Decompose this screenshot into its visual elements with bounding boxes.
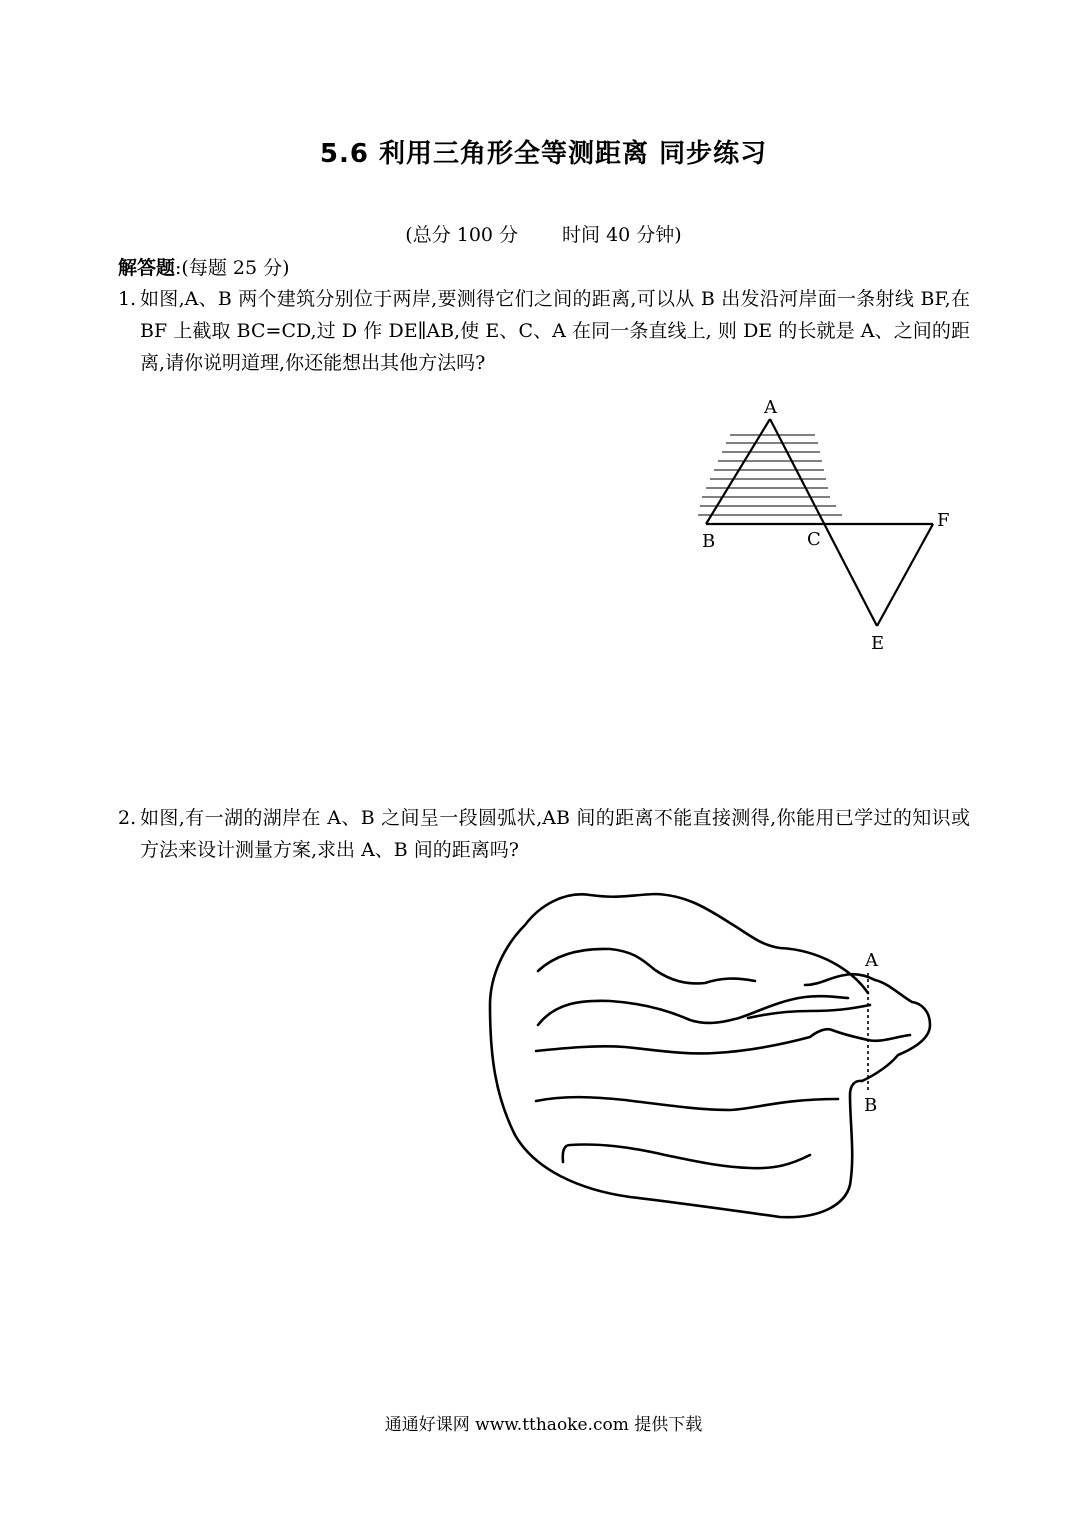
lake-ripple-lines [536, 949, 910, 1168]
figure-lake [480, 885, 950, 1230]
figure-river-triangles [690, 395, 960, 660]
time-limit: 时间 40 分钟) [562, 224, 682, 246]
question-number: 1. [118, 288, 137, 310]
question-text: 如图,A、B 两个建筑分别位于两岸,要测得它们之间的距离,可以从 B 出发沿河岸面一条射线 BF,在 BF 上截取 BC=CD,过 D 作 DE∥AB,使 E、C、A 在同一条直线上, 则 DE 的长就是 A、之间的距离,请你说明道理,你还能想出其他方法吗? [140, 288, 970, 374]
label-b: B [864, 1095, 878, 1116]
footer-credit: 通通好课网 www.tthaoke.com 提供下载 [384, 1415, 703, 1435]
section-note: :(每题 25 分) [175, 257, 290, 279]
exam-info [0, 220, 1087, 247]
lake-outline [490, 894, 930, 1217]
label-c: C [807, 529, 821, 550]
question-number: 2. [118, 807, 137, 829]
page-title: 5.6 利用三角形全等测距离 同步练习 [319, 139, 768, 169]
label-f: F [937, 510, 950, 531]
section-label: 解答题 [118, 257, 176, 279]
section-heading [118, 253, 290, 280]
label-b: B [702, 531, 716, 552]
total-score: (总分 100 分 [405, 224, 519, 246]
label-e: E [871, 633, 885, 654]
question-1 [118, 283, 970, 379]
label-a: A [764, 397, 777, 418]
triangle-lines [706, 419, 933, 626]
question-2 [118, 802, 970, 866]
label-a: A [865, 950, 878, 971]
question-text: 如图,有一湖的湖岸在 A、B 之间呈一段圆弧状,AB 间的距离不能直接测得,你能用已学过的知识或方法来设计测量方案,求出 A、B 间的距离吗? [140, 807, 970, 861]
